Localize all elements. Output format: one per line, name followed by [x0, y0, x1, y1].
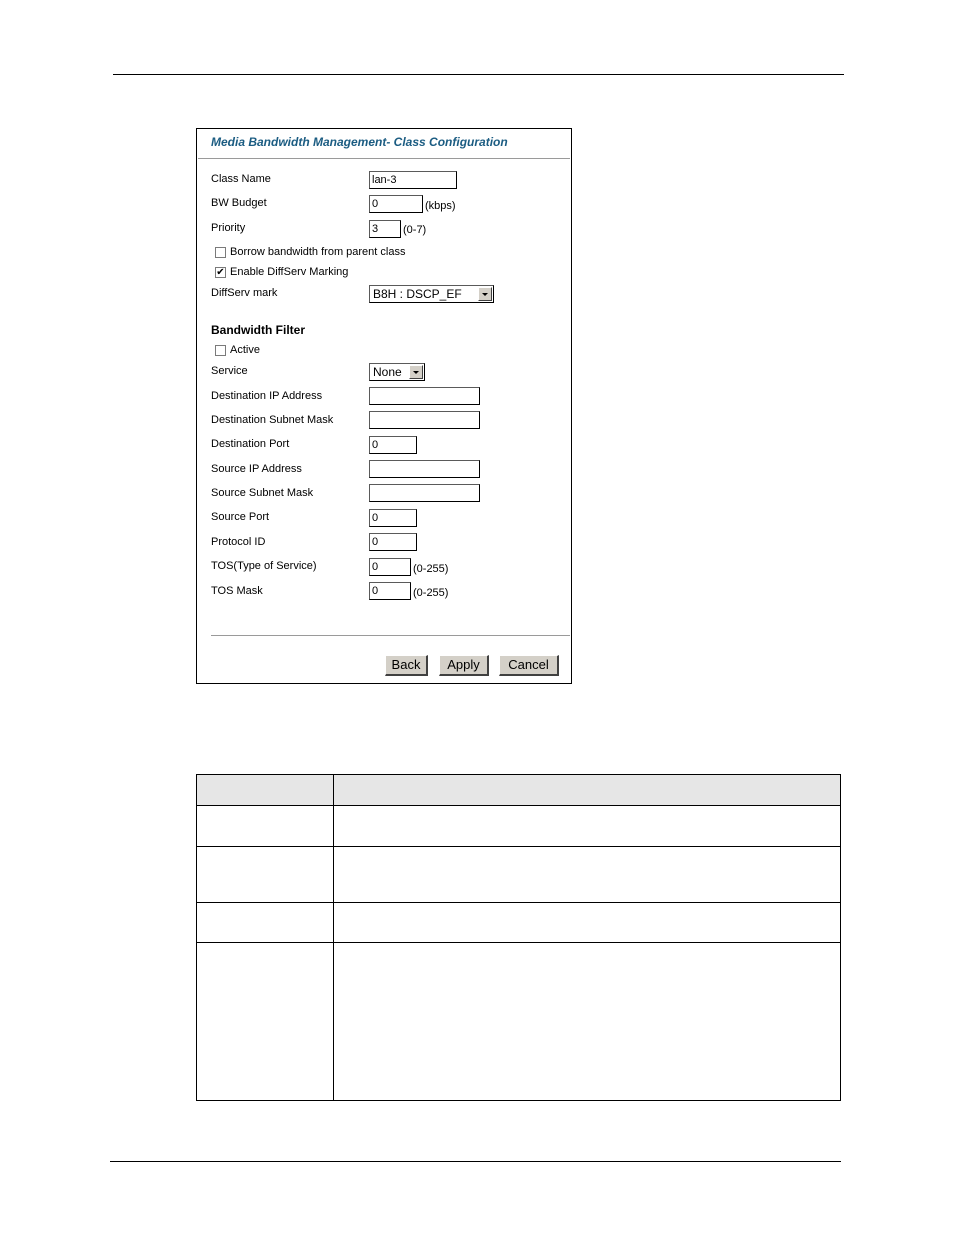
chevron-down-icon[interactable]: [409, 365, 423, 379]
tos-input[interactable]: 0: [369, 558, 411, 576]
enable-diffserv-checkbox[interactable]: ✔: [216, 266, 225, 278]
dest-ip-input[interactable]: [369, 387, 480, 405]
apply-button[interactable]: Apply: [439, 655, 489, 676]
table-row: [197, 903, 841, 943]
dest-mask-input[interactable]: [369, 411, 480, 429]
service-select[interactable]: [369, 363, 425, 381]
priority-label: Priority: [211, 222, 246, 234]
table-cell-description: [334, 847, 841, 903]
tos-mask-label: TOS Mask: [211, 585, 263, 597]
chevron-down-icon[interactable]: [478, 287, 492, 301]
table-cell-label: [197, 943, 334, 1101]
tos-label: TOS(Type of Service): [211, 560, 317, 572]
tos-mask-range: (0-255): [413, 587, 449, 599]
src-port-input[interactable]: 0: [369, 509, 417, 527]
active-checkbox[interactable]: [215, 345, 226, 356]
table-header-row: [197, 775, 841, 806]
table-cell-description: [334, 903, 841, 943]
back-button[interactable]: Back: [385, 655, 428, 676]
table-cell-label: [197, 847, 334, 903]
diffserv-mark-label: DiffServ mark: [211, 287, 278, 299]
table-header-label: [197, 775, 334, 806]
priority-input[interactable]: 3: [369, 220, 401, 238]
bw-budget-label: BW Budget: [211, 197, 267, 209]
button-divider: [211, 635, 570, 636]
table-header-description: [334, 775, 841, 806]
bandwidth-filter-heading: Bandwidth Filter: [211, 323, 305, 337]
tos-range: (0-255): [413, 563, 449, 575]
active-row: [215, 344, 260, 356]
borrow-bandwidth-checkbox[interactable]: [215, 247, 226, 258]
diffserv-mark-select[interactable]: [369, 285, 494, 303]
enable-diffserv-row: [215, 266, 348, 278]
dest-mask-label: Destination Subnet Mask: [211, 414, 334, 426]
src-mask-input[interactable]: [369, 484, 480, 502]
protocol-id-label: Protocol ID: [211, 536, 266, 548]
table-cell-description: [334, 806, 841, 847]
title-divider: [198, 158, 570, 159]
class-configuration-panel: [196, 128, 572, 684]
footer-rule: [110, 1161, 841, 1162]
src-port-label: Source Port: [211, 511, 270, 523]
src-ip-input[interactable]: [369, 460, 480, 478]
cancel-button[interactable]: Cancel: [499, 655, 559, 676]
table-row: [197, 806, 841, 847]
table-row: [197, 847, 841, 903]
src-mask-label: Source Subnet Mask: [211, 487, 314, 499]
dest-ip-label: Destination IP Address: [211, 390, 323, 402]
active-label: Active: [230, 344, 260, 356]
service-value: None: [373, 365, 402, 379]
bw-budget-unit: (kbps): [425, 200, 456, 212]
tos-mask-input[interactable]: 0: [369, 582, 411, 600]
src-ip-label: Source IP Address: [211, 463, 302, 475]
panel-title: Media Bandwidth Management- Class Configuration: [211, 135, 508, 149]
borrow-bandwidth-row: [215, 246, 405, 258]
diffserv-mark-value: B8H : DSCP_EF: [373, 287, 462, 301]
bw-budget-input[interactable]: 0: [369, 195, 423, 213]
class-name-label: Class Name: [211, 173, 271, 185]
field-description-table: [196, 774, 841, 1101]
table-cell-description: [334, 943, 841, 1101]
enable-diffserv-label: Enable DiffServ Marking: [230, 266, 349, 278]
dest-port-input[interactable]: 0: [369, 436, 417, 454]
dest-port-label: Destination Port: [211, 438, 290, 450]
header-rule: [113, 74, 844, 75]
borrow-bandwidth-label: Borrow bandwidth from parent class: [230, 246, 406, 258]
protocol-id-input[interactable]: 0: [369, 533, 417, 551]
table-row: [197, 943, 841, 1101]
priority-range: (0-7): [403, 224, 427, 236]
table-cell-label: [197, 806, 334, 847]
class-name-input[interactable]: lan-3: [369, 171, 457, 189]
table-cell-label: [197, 903, 334, 943]
service-label: Service: [211, 365, 248, 377]
